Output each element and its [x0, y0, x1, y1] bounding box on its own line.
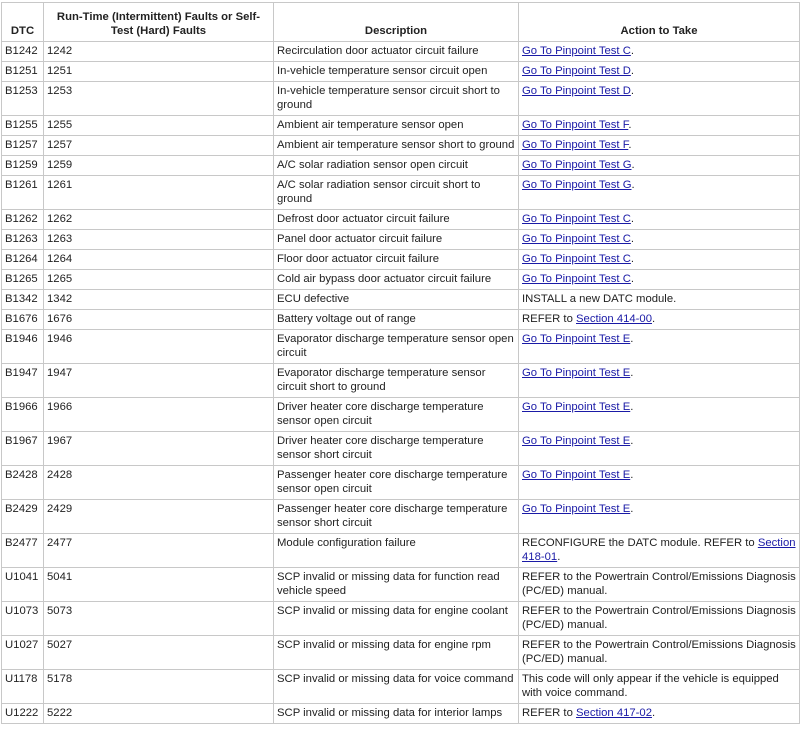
table-row — [2, 602, 799, 636]
action-cell — [519, 568, 799, 602]
fault-code-cell: 1242 — [44, 42, 274, 62]
dtc-code-cell: B2477 — [2, 534, 44, 568]
action-link[interactable]: Section 414-00 — [576, 313, 652, 325]
action-link[interactable]: Go To Pinpoint Test C — [522, 233, 631, 245]
action-suffix: . — [652, 707, 656, 719]
description-cell: A/C solar radiation sensor open circuit — [274, 156, 519, 176]
fault-code-cell: 1676 — [44, 310, 274, 330]
header-dtc: DTC — [2, 3, 44, 42]
dtc-code-cell: B1253 — [2, 82, 44, 116]
fault-code-cell: 1259 — [44, 156, 274, 176]
table-row — [2, 636, 799, 670]
table-row — [2, 364, 799, 398]
fault-code-cell: 1261 — [44, 176, 274, 210]
fault-code-cell: 2477 — [44, 534, 274, 568]
action-cell — [519, 432, 799, 466]
description-cell: Evaporator discharge temperature sensor open circuit — [274, 330, 519, 364]
dtc-code-cell: U1178 — [2, 670, 44, 704]
action-link[interactable]: Go To Pinpoint Test G — [522, 179, 632, 191]
fault-code-cell: 1264 — [44, 250, 274, 270]
fault-code-cell: 1342 — [44, 290, 274, 310]
action-cell — [519, 116, 799, 136]
table-row — [2, 310, 799, 330]
action-suffix: . — [631, 179, 635, 191]
fault-code-cell: 1265 — [44, 270, 274, 290]
dtc-code-cell: B1967 — [2, 432, 44, 466]
description-cell: Ambient air temperature sensor short to ground — [274, 136, 519, 156]
fault-code-cell: 5222 — [44, 704, 274, 723]
action-suffix: . — [630, 45, 634, 57]
table-row — [2, 534, 799, 568]
description-cell: In-vehicle temperature sensor circuit open — [274, 62, 519, 82]
dtc-code-cell: B2429 — [2, 500, 44, 534]
action-link[interactable]: Go To Pinpoint Test E — [522, 367, 631, 379]
dtc-code-cell: B1261 — [2, 176, 44, 210]
description-cell: Battery voltage out of range — [274, 310, 519, 330]
action-cell — [519, 704, 799, 723]
table-row — [2, 568, 799, 602]
description-cell: SCP invalid or missing data for engine coolant — [274, 602, 519, 636]
action-cell — [519, 500, 799, 534]
action-text: RECONFIGURE the DATC module. REFER to — [522, 537, 758, 549]
table-row — [2, 704, 799, 723]
action-suffix: . — [630, 333, 634, 345]
action-suffix: . — [630, 503, 634, 515]
table-row — [2, 176, 799, 210]
action-suffix: . — [630, 435, 634, 447]
action-cell — [519, 330, 799, 364]
dtc-code-cell: B2428 — [2, 466, 44, 500]
action-cell — [519, 466, 799, 500]
action-suffix: . — [630, 401, 634, 413]
action-cell — [519, 42, 799, 62]
action-text: This code will only appear if the vehicle is equipped with voice command. — [522, 673, 779, 699]
action-cell — [519, 534, 799, 568]
description-cell: Cold air bypass door actuator circuit failure — [274, 270, 519, 290]
dtc-code-cell: B1257 — [2, 136, 44, 156]
dtc-code-cell: U1222 — [2, 704, 44, 723]
fault-code-cell: 1946 — [44, 330, 274, 364]
description-cell: Floor door actuator circuit failure — [274, 250, 519, 270]
action-suffix: . — [628, 119, 632, 131]
action-link[interactable]: Go To Pinpoint Test C — [522, 213, 631, 225]
fault-code-cell: 1251 — [44, 62, 274, 82]
table-row — [2, 82, 799, 116]
action-cell — [519, 290, 799, 310]
action-link[interactable]: Go To Pinpoint Test D — [522, 65, 631, 77]
table-row — [2, 500, 799, 534]
fault-code-cell: 5073 — [44, 602, 274, 636]
action-link[interactable]: Go To Pinpoint Test E — [522, 469, 631, 481]
description-cell: SCP invalid or missing data for function read vehicle speed — [274, 568, 519, 602]
action-cell — [519, 230, 799, 250]
action-link[interactable]: Section 417-02 — [576, 707, 652, 719]
fault-code-cell: 1255 — [44, 116, 274, 136]
action-link[interactable]: Go To Pinpoint Test C — [522, 273, 631, 285]
description-cell: Ambient air temperature sensor open — [274, 116, 519, 136]
fault-code-cell: 1967 — [44, 432, 274, 466]
action-link[interactable]: Go To Pinpoint Test E — [522, 333, 631, 345]
action-link[interactable]: Go To Pinpoint Test F — [522, 139, 629, 151]
fault-code-cell: 5041 — [44, 568, 274, 602]
dtc-code-cell: B1946 — [2, 330, 44, 364]
action-cell — [519, 310, 799, 330]
action-cell — [519, 270, 799, 290]
action-link[interactable]: Go To Pinpoint Test D — [522, 85, 631, 97]
dtc-code-cell: B1262 — [2, 210, 44, 230]
action-suffix: . — [557, 551, 561, 563]
dtc-code-cell: B1676 — [2, 310, 44, 330]
dtc-code-cell: U1073 — [2, 602, 44, 636]
description-cell: Panel door actuator circuit failure — [274, 230, 519, 250]
action-link[interactable]: Go To Pinpoint Test E — [522, 435, 631, 447]
action-suffix: . — [630, 253, 634, 265]
table-row — [2, 42, 799, 62]
table-row — [2, 156, 799, 176]
table-row — [2, 62, 799, 82]
action-link[interactable]: Section 418-01 — [522, 537, 796, 563]
table-row — [2, 210, 799, 230]
action-suffix: . — [630, 85, 634, 97]
fault-code-cell: 1257 — [44, 136, 274, 156]
dtc-code-cell: B1242 — [2, 42, 44, 62]
action-link[interactable]: Go To Pinpoint Test F — [522, 119, 629, 131]
description-cell: Recirculation door actuator circuit failure — [274, 42, 519, 62]
action-text: REFER to the Powertrain Control/Emissions Diagnosis (PC/ED) manual. — [522, 639, 796, 665]
table-row — [2, 330, 799, 364]
action-cell — [519, 176, 799, 210]
description-cell: ECU defective — [274, 290, 519, 310]
dtc-code-cell: B1966 — [2, 398, 44, 432]
action-cell — [519, 136, 799, 156]
table-header-row — [2, 3, 799, 42]
description-cell: SCP invalid or missing data for engine rpm — [274, 636, 519, 670]
fault-code-cell: 1262 — [44, 210, 274, 230]
description-cell: Defrost door actuator circuit failure — [274, 210, 519, 230]
action-cell — [519, 364, 799, 398]
action-suffix: . — [631, 159, 635, 171]
header-description: Description — [274, 3, 519, 42]
table-row — [2, 270, 799, 290]
action-link[interactable]: Go To Pinpoint Test C — [522, 253, 631, 265]
action-cell — [519, 398, 799, 432]
description-cell: Driver heater core discharge temperature sensor open circuit — [274, 398, 519, 432]
table-row — [2, 670, 799, 704]
dtc-code-cell: B1264 — [2, 250, 44, 270]
action-suffix: . — [630, 233, 634, 245]
description-cell: Passenger heater core discharge temperature sensor open circuit — [274, 466, 519, 500]
fault-code-cell: 1966 — [44, 398, 274, 432]
description-cell: Evaporator discharge temperature sensor circuit short to ground — [274, 364, 519, 398]
table-row — [2, 466, 799, 500]
action-cell — [519, 250, 799, 270]
action-cell — [519, 62, 799, 82]
description-cell: SCP invalid or missing data for interior lamps — [274, 704, 519, 723]
fault-code-cell: 2428 — [44, 466, 274, 500]
action-link[interactable]: Go To Pinpoint Test E — [522, 401, 631, 413]
dtc-code-cell: U1027 — [2, 636, 44, 670]
action-text: INSTALL a new DATC module. — [522, 293, 677, 305]
action-cell — [519, 82, 799, 116]
description-cell: Driver heater core discharge temperature sensor short circuit — [274, 432, 519, 466]
table-row — [2, 432, 799, 466]
fault-code-cell: 1947 — [44, 364, 274, 398]
dtc-code-cell: U1041 — [2, 568, 44, 602]
description-cell: A/C solar radiation sensor circuit short to ground — [274, 176, 519, 210]
table-row — [2, 116, 799, 136]
action-cell — [519, 670, 799, 704]
fault-code-cell: 5178 — [44, 670, 274, 704]
action-text: REFER to — [522, 707, 576, 719]
table-row — [2, 230, 799, 250]
action-cell — [519, 156, 799, 176]
header-faults: Run-Time (Intermittent) Faults or Self-Test (Hard) Faults — [44, 3, 274, 42]
dtc-code-cell: B1259 — [2, 156, 44, 176]
action-suffix: . — [630, 469, 634, 481]
action-link[interactable]: Go To Pinpoint Test G — [522, 159, 632, 171]
action-suffix: . — [652, 313, 656, 325]
action-cell — [519, 602, 799, 636]
table-row — [2, 290, 799, 310]
dtc-code-cell: B1251 — [2, 62, 44, 82]
action-link[interactable]: Go To Pinpoint Test E — [522, 503, 631, 515]
description-cell: In-vehicle temperature sensor circuit short to ground — [274, 82, 519, 116]
fault-code-cell: 1263 — [44, 230, 274, 250]
dtc-code-cell: B1263 — [2, 230, 44, 250]
action-cell — [519, 636, 799, 670]
fault-code-cell: 5027 — [44, 636, 274, 670]
dtc-table — [1, 2, 800, 724]
action-suffix: . — [628, 139, 632, 151]
description-cell: SCP invalid or missing data for voice command — [274, 670, 519, 704]
dtc-code-cell: B1947 — [2, 364, 44, 398]
action-cell — [519, 210, 799, 230]
action-suffix: . — [630, 213, 634, 225]
action-link[interactable]: Go To Pinpoint Test C — [522, 45, 631, 57]
action-suffix: . — [630, 367, 634, 379]
action-text: REFER to the Powertrain Control/Emissions Diagnosis (PC/ED) manual. — [522, 571, 796, 597]
dtc-code-cell: B1255 — [2, 116, 44, 136]
action-text: REFER to — [522, 313, 576, 325]
table-row — [2, 250, 799, 270]
action-suffix: . — [630, 65, 634, 77]
fault-code-cell: 1253 — [44, 82, 274, 116]
dtc-code-cell: B1342 — [2, 290, 44, 310]
description-cell: Module configuration failure — [274, 534, 519, 568]
action-text: REFER to the Powertrain Control/Emissions Diagnosis (PC/ED) manual. — [522, 605, 796, 631]
action-suffix: . — [630, 273, 634, 285]
table-row — [2, 136, 799, 156]
table-body — [2, 42, 799, 723]
fault-code-cell: 2429 — [44, 500, 274, 534]
header-action: Action to Take — [519, 3, 799, 42]
dtc-code-cell: B1265 — [2, 270, 44, 290]
description-cell: Passenger heater core discharge temperature sensor short circuit — [274, 500, 519, 534]
table-row — [2, 398, 799, 432]
